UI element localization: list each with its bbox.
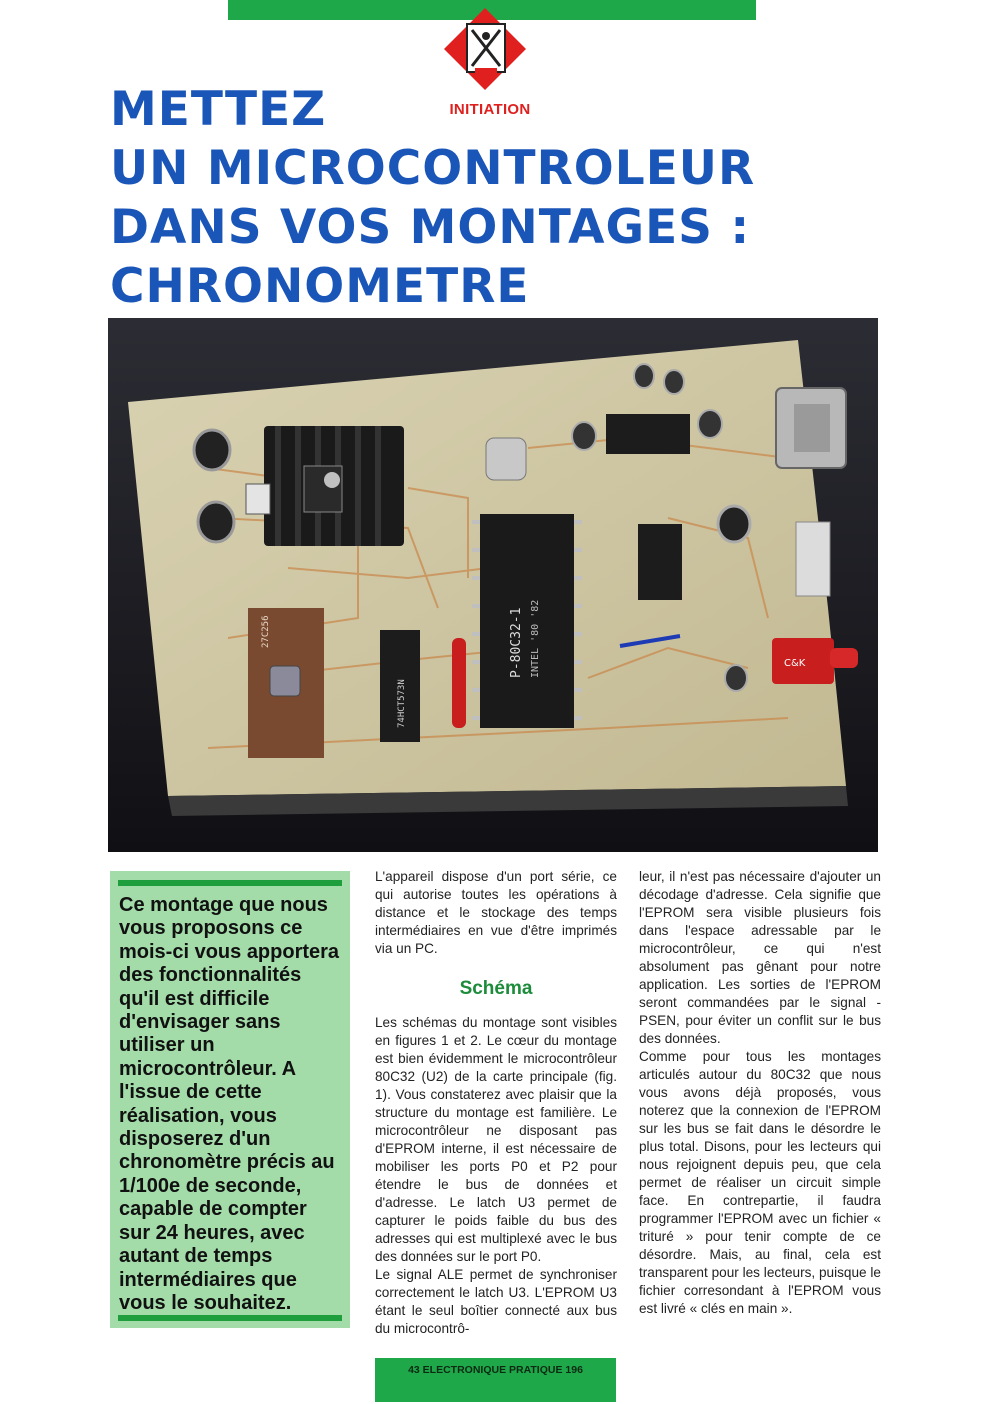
section-rubric: INITIATION <box>449 101 531 118</box>
resistor-array-icon <box>452 638 466 728</box>
title-line-1: METTEZ <box>110 82 327 137</box>
serial-connector-icon <box>776 388 846 468</box>
article-title <box>110 80 755 316</box>
paragraph: Les schémas du montage sont visibles en figures 1 et 2. Le cœur du montage est bien évidemment le microcontrôleur 80C32 (U2) de la carte principale (fig. 1). Vous constaterez avec plaisir que la structure du montage est familière. Le microcontrôleur ne disposant pas d'EPROM interne, il est nécessaire de mobiliser les ports P0 et P2 pour étendre le bus de données et d'adresse. Le latch U3 permet de capturer le poids faible du bus des adresses qui est multiplexé avec le bus des données sur le port P0. <box>375 1015 617 1264</box>
paragraph: Comme pour tous les montages articulés autour du 80C32 que nous vous avons déjà proposés, vous noterez que la connexion de l'EPROM sur les bus se fait dans le désordre le plus total. Disons, pour les lecteurs qui nous rejoignent depuis peu, que cela permet de réaliser un circuit simple face. En contrepartie, il faudra programmer l'EPROM avec un fichier « trituré » pour tenir compte de ce désordre. Mais, au final, cela est transparent pour les lecteurs, puisque le fichier corresondant à l'EPROM vous est livré « clés en main ». <box>639 1049 881 1316</box>
driver-chip-icon <box>606 414 690 454</box>
header-connector-icon <box>796 522 830 596</box>
title-line-4: CHRONOMETRE <box>110 259 530 314</box>
intro-rule-bottom <box>118 1315 342 1321</box>
heatsink-icon <box>264 426 404 546</box>
cpu-brand-label: INTEL '80 '82 <box>530 599 541 678</box>
diode-icon <box>246 484 270 514</box>
latch-chip-label: 74HCT573N <box>397 679 407 728</box>
eprom-chip <box>248 608 324 758</box>
text-column-1 <box>375 868 617 1338</box>
paragraph: Le signal ALE permet de synchroniser correctement le latch U3. L'EPROM U3 étant le seul boîtier connecté aux bus du microcontrô- <box>375 1267 617 1336</box>
logic-chip-icon <box>638 524 682 600</box>
page-footer: 43 ELECTRONIQUE PRATIQUE 196 <box>375 1358 616 1402</box>
intro-text: Ce montage que nous vous proposons ce mois-ci vous apportera des fonctionnalités qu'il est difficile d'envisager sans utiliser un microcontrôleur. A l'issue de cette réalisation, vous disposerez d'un chronomètre précis au 1/100e de seconde, capable de compter sur 24 heures, avec autant de temps intermédiaires que vous le souhaitez. <box>119 894 340 1314</box>
eprom-chip-label: 27C256 <box>261 615 271 648</box>
text-column-2 <box>639 868 881 1318</box>
intro-rule-top <box>118 880 342 886</box>
latch-chip <box>380 630 420 742</box>
circuit-board-photo <box>108 318 878 852</box>
section-heading: Schéma <box>459 978 533 999</box>
cpu-chip-label: P-80C32-1 <box>509 607 524 678</box>
crystal-icon <box>486 438 526 480</box>
microcontroller-chip <box>472 514 582 728</box>
paragraph: leur, il n'est pas nécessaire d'ajouter un décodage d'adresse. Cela signifie que l'EPROM sera visible plusieurs fois dans l'espace adressable par le microcontrôleur, ce qui n'est absolument pas gênant pour notre application. Les sorties de l'EPROM seront commandées par le signal -PSEN, pour éviter un conflit sur le bus des données. <box>639 869 881 1046</box>
switch-label: C&K <box>784 658 806 669</box>
intro-box <box>110 871 350 1328</box>
paragraph: L'appareil dispose d'un port série, ce qui autorise toutes les opérations à distance et le stockage des temps intermédiaires en vue d'être imprimés via un PC. <box>375 869 617 956</box>
title-line-3: DANS VOS MONTAGES : <box>110 200 751 255</box>
title-line-2: UN MICROCONTROLEUR <box>110 141 756 196</box>
